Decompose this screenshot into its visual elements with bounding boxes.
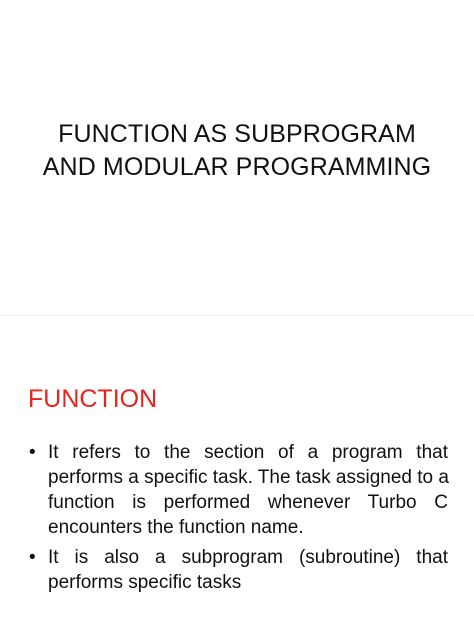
slide-title-line: FUNCTION AS SUBPROGRAM — [58, 120, 416, 148]
bullet-text-line: performs specific tasks — [48, 572, 242, 593]
bullet-item — [28, 545, 448, 595]
bullet-marker: • — [29, 547, 36, 568]
bullet-text-line: function is performed whenever Turbo C — [48, 492, 448, 513]
slide-title-line: AND MODULAR PROGRAMMING — [42, 153, 432, 181]
bullet-marker: • — [29, 442, 36, 463]
bullet-text-line: It is also a subprogram (subroutine) that — [48, 547, 448, 568]
bullet-text-line: encounters the function name. — [48, 517, 304, 538]
slide-title — [20, 118, 454, 184]
bullet-text-line: It refers to the section of a program that — [48, 442, 448, 463]
content-slide — [0, 316, 474, 632]
bullet-item — [28, 440, 448, 540]
bullet-list — [28, 440, 448, 600]
section-heading: FUNCTION — [28, 385, 158, 413]
bullet-text-line: performs a specific task. The task assigned to a — [48, 467, 449, 488]
